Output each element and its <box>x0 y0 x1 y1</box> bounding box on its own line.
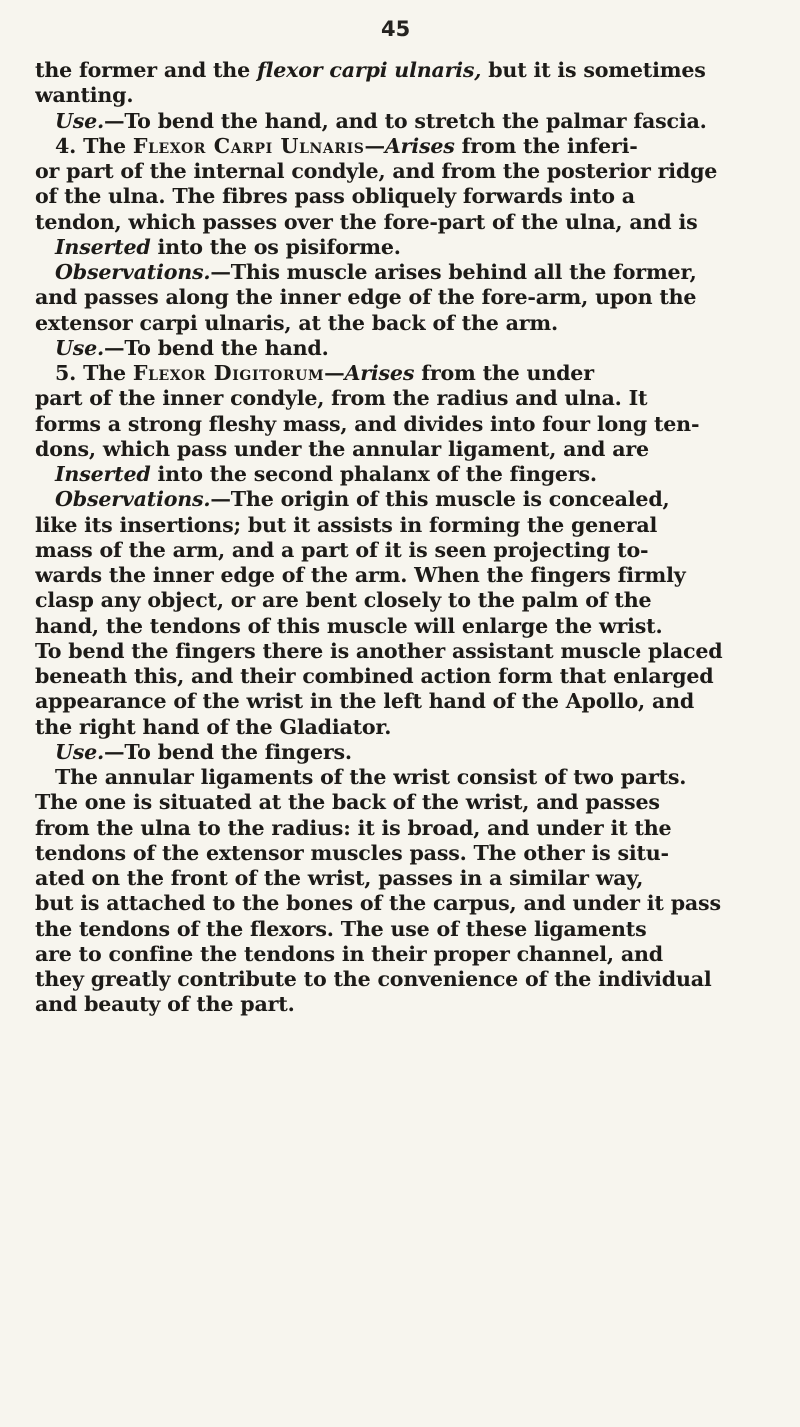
text-run: forms a strong fleshy mass, and divides into four long ten- <box>35 411 700 436</box>
text-run: —To bend the hand. <box>104 335 329 360</box>
text-line <box>35 361 797 386</box>
text-run: or part of the internal condyle, and from the posterior ridge <box>35 159 718 183</box>
text-run: The one is situated at the back of the wrist, and passes <box>35 790 660 815</box>
arises-heading: Arises <box>384 133 455 158</box>
text-line <box>35 513 797 538</box>
text-run: the right hand of the Gladiator. <box>35 714 392 739</box>
text-line <box>35 614 797 639</box>
text-line <box>35 967 797 992</box>
text-line <box>35 942 797 967</box>
text-run: 4. The <box>55 133 133 158</box>
text-line <box>35 260 797 285</box>
text-run: like its insertions; but it assists in forming the general <box>35 512 658 537</box>
text-line <box>35 891 797 916</box>
text-run: The annular ligaments of the wrist consist of two parts. <box>55 765 687 789</box>
text-line <box>35 285 797 310</box>
text-run: —This muscle arises behind all the former, <box>210 260 697 284</box>
use-heading: Use. <box>55 739 105 764</box>
text-run: tendons of the extensor muscles pass. The other is situ- <box>35 840 669 865</box>
text-line <box>35 740 797 765</box>
text-run: wanting. <box>35 83 134 108</box>
page-number: 45 <box>381 17 411 41</box>
text-run: from the ulna to the radius: it is broad, and under it the <box>35 815 672 840</box>
text-run: but is attached to the bones of the carpus, and under it pass <box>35 891 721 916</box>
text-run: extensor carpi ulnaris, at the back of the arm. <box>35 310 558 335</box>
text-line <box>35 715 797 740</box>
text-line <box>35 664 797 689</box>
text-line <box>35 765 797 790</box>
muscle-heading: Flexor Carpi Ulnaris <box>132 133 365 158</box>
text-line <box>35 386 797 411</box>
text-run: the former and the <box>35 58 257 82</box>
text-run: — <box>324 361 345 385</box>
text-line <box>35 689 797 714</box>
inserted-heading: Inserted <box>55 462 151 486</box>
text-line <box>35 336 797 361</box>
text-run: appearance of the wrist in the left hand of the Apollo, and <box>35 689 695 714</box>
text-run: wards the inner edge of the arm. When the fingers firmly <box>35 563 686 587</box>
text-line <box>35 134 797 159</box>
text-line <box>35 487 797 512</box>
text-run: 5. The <box>55 361 133 385</box>
text-line <box>35 992 797 1017</box>
text-run: tendon, which passes over the fore-part of the ulna, and is <box>35 209 698 234</box>
text-line <box>35 790 797 815</box>
text-run: To bend the fingers there is another assistant muscle placed <box>35 638 723 663</box>
text-run: hand, the tendons of this muscle will enlarge the wrist. <box>35 613 663 638</box>
text-run: and beauty of the part. <box>35 992 295 1017</box>
inserted-heading: Inserted <box>55 234 151 259</box>
text-line <box>35 184 797 209</box>
text-line <box>35 639 797 664</box>
text-line <box>35 159 797 184</box>
text-run: from the under <box>414 361 594 385</box>
text-run: ated on the front of the wrist, passes in a similar way, <box>35 866 644 890</box>
body-text <box>35 58 797 1018</box>
use-heading: Use. <box>55 335 105 360</box>
text-run: — <box>364 133 385 158</box>
text-run: they greatly contribute to the convenience of the individual <box>35 967 712 991</box>
text-run: and passes along the inner edge of the fore-arm, upon the <box>35 285 697 310</box>
text-line <box>35 109 797 134</box>
text-run: are to confine the tendons in their proper channel, and <box>35 941 663 966</box>
text-line <box>35 462 797 487</box>
text-line <box>35 210 797 235</box>
text-line <box>35 83 797 108</box>
text-run: beneath this, and their combined action form that enlarged <box>35 664 714 688</box>
observations-heading: Observations. <box>55 260 211 284</box>
text-line <box>35 412 797 437</box>
text-run: from the inferi- <box>454 133 638 158</box>
use-heading: Use. <box>55 108 105 133</box>
text-line <box>35 841 797 866</box>
text-run: mass of the arm, and a part of it is seen projecting to- <box>35 537 649 562</box>
text-line <box>35 816 797 841</box>
observations-heading: Observations. <box>55 487 211 512</box>
text-run: part of the inner condyle, from the radius and ulna. It <box>35 386 648 411</box>
text-run: —To bend the fingers. <box>104 739 352 764</box>
muscle-heading: Flexor Digitorum <box>132 361 325 385</box>
text-line <box>35 311 797 336</box>
text-line <box>35 917 797 942</box>
text-line <box>35 235 797 260</box>
text-line <box>35 563 797 588</box>
text-run: into the second phalanx of the fingers. <box>150 462 597 486</box>
text-run: dons, which pass under the annular ligament, and are <box>35 436 649 461</box>
text-run: —To bend the hand, and to stretch the palmar fascia. <box>104 108 707 133</box>
text-run: of the ulna. The fibres pass obliquely forwards into a <box>35 184 635 209</box>
text-run: but it is sometimes <box>481 58 706 82</box>
text-line <box>35 58 797 83</box>
muscle-name-italic: flexor carpi ulnaris, <box>256 58 482 82</box>
arises-heading: Arises <box>344 361 415 385</box>
text-line <box>35 437 797 462</box>
text-run: clasp any object, or are bent closely to the palm of the <box>35 588 652 613</box>
text-line <box>35 538 797 563</box>
text-run: the tendons of the flexors. The use of these ligaments <box>35 916 647 941</box>
text-line <box>35 866 797 891</box>
text-line <box>35 588 797 613</box>
text-run: —The origin of this muscle is concealed, <box>210 487 670 512</box>
text-run: into the os pisiforme. <box>150 234 401 259</box>
